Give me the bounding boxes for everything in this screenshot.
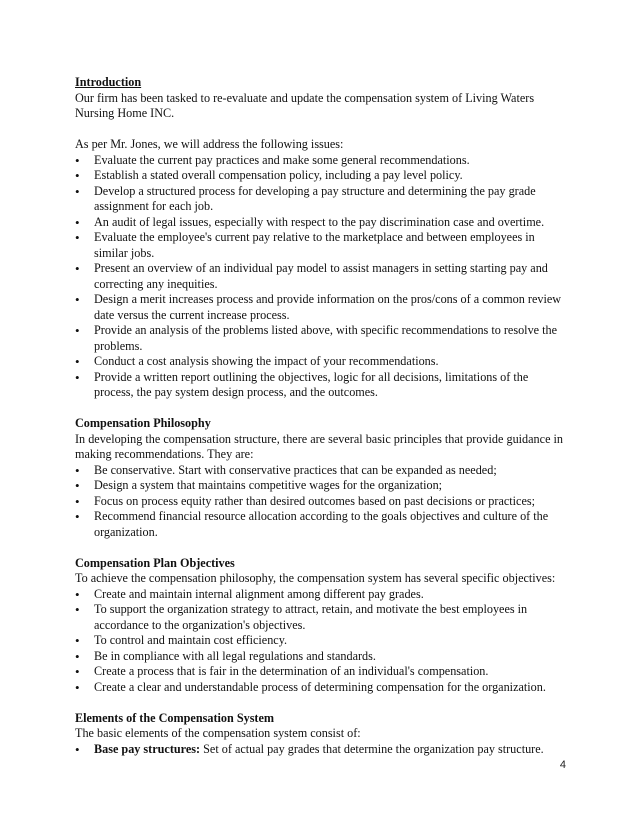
list-item-text: Design a system that maintains competitive wages for the organization;: [94, 478, 443, 492]
bullet-icon: [75, 742, 94, 759]
bullet-icon: [75, 509, 94, 526]
introduction-lead: As per Mr. Jones, we will address the following issues:: [75, 137, 344, 151]
page-number: 4: [559, 759, 566, 771]
spacer: [75, 540, 570, 556]
list-item: [75, 664, 570, 680]
list-item-text: Be conservative. Start with conservative practices that can be expanded as needed;: [94, 462, 497, 477]
objectives-list: [75, 587, 570, 696]
list-item-text: Evaluate the current pay practices and make some general recommendations.: [94, 152, 470, 167]
list-item: [75, 463, 570, 479]
bullet-icon: [75, 230, 94, 247]
list-item-text: Establish a stated overall compensation policy, including a pay level policy.: [94, 168, 463, 182]
bullet-icon: [75, 261, 94, 278]
list-item-text: Conduct a cost analysis showing the impact of your recommendations.: [94, 354, 439, 368]
bullet-icon: [75, 370, 94, 387]
list-item: [75, 602, 570, 633]
list-item: [75, 587, 570, 603]
list-item: [75, 168, 570, 184]
elements-paragraph: The basic elements of the compensation system consist of:: [75, 726, 361, 740]
list-item: [75, 230, 570, 261]
elements-list: [75, 742, 570, 758]
list-item-text: Create and maintain internal alignment among different pay grades.: [94, 586, 424, 601]
list-item: [75, 184, 570, 215]
bullet-icon: [75, 494, 94, 511]
bullet-icon: [75, 184, 94, 201]
list-item-text: Evaluate the employee's current pay relative to the marketplace and between employees in similar jobs.: [94, 230, 535, 260]
spacer: [75, 695, 570, 711]
bullet-icon: [75, 292, 94, 309]
list-item: [75, 261, 570, 292]
list-item-text: Be in compliance with all legal regulations and standards.: [94, 648, 376, 663]
principles-list: [75, 463, 570, 541]
objectives-heading: Compensation Plan Objectives: [75, 555, 235, 570]
objectives-paragraph: To achieve the compensation philosophy, the compensation system has several specific objectives:: [75, 571, 556, 585]
list-item: [75, 494, 570, 510]
list-item: [75, 649, 570, 665]
list-item: [75, 323, 570, 354]
list-item-text: Design a merit increases process and provide information on the pros/cons of a common review date versus the current increase process.: [94, 292, 562, 322]
bullet-icon: [75, 215, 94, 232]
list-item-text: An audit of legal issues, especially with respect to the pay discrimination case and overtime.: [94, 214, 545, 229]
bullet-icon: [75, 354, 94, 371]
list-item-text: To control and maintain cost efficiency.: [94, 633, 288, 647]
list-item-text: Recommend financial resource allocation according to the goals objectives and culture of the organization.: [94, 509, 549, 539]
elements-heading: Elements of the Compensation System: [75, 710, 275, 725]
introduction-paragraph: Our firm has been tasked to re-evaluate and update the compensation system of Living Waters Nursing Home INC.: [75, 90, 535, 120]
bullet-icon: [75, 664, 94, 681]
element-description: Set of actual pay grades that determine the organization pay structure.: [200, 741, 544, 756]
bullet-icon: [75, 649, 94, 666]
list-item: [75, 370, 570, 401]
bullet-icon: [75, 463, 94, 480]
bullet-icon: [75, 478, 94, 495]
bullet-icon: [75, 680, 94, 697]
spacer: [75, 122, 570, 138]
list-item: [75, 354, 570, 370]
issues-list: [75, 153, 570, 401]
list-item: [75, 742, 570, 758]
list-item: [75, 215, 570, 231]
bullet-icon: [75, 168, 94, 185]
introduction-heading: Introduction: [75, 75, 142, 89]
bullet-icon: [75, 323, 94, 340]
list-item: [75, 478, 570, 494]
bullet-icon: [75, 633, 94, 650]
philosophy-heading: Compensation Philosophy: [75, 416, 211, 430]
list-item: [75, 633, 570, 649]
list-item-text: Develop a structured process for developing a pay structure and determining the pay grade assignment for each job.: [94, 183, 536, 213]
list-item-text: To support the organization strategy to attract, retain, and motivate the best employees in accordance to the organization's objectives.: [94, 602, 528, 632]
list-item-text: Create a clear and understandable process of determining compensation for the organization.: [94, 679, 546, 694]
list-item: [75, 153, 570, 169]
list-item: [75, 292, 570, 323]
list-item-text: Create a process that is fair in the determination of an individual's compensation.: [94, 664, 489, 678]
list-item-text: Provide a written report outlining the objectives, logic for all decisions, limitations of the process, the pay system design process, and the outcomes.: [94, 369, 529, 399]
bullet-icon: [75, 587, 94, 604]
list-item-text: Focus on process equity rather than desired outcomes based on past decisions or practices;: [94, 493, 535, 508]
philosophy-paragraph: In developing the compensation structure, there are several basic principles that provide guidance in making recommendations. They are:: [75, 431, 563, 461]
bullet-icon: [75, 602, 94, 619]
spacer: [75, 401, 570, 417]
list-item: [75, 509, 570, 540]
element-term: Base pay structures:: [94, 741, 201, 756]
bullet-icon: [75, 153, 94, 170]
list-item-text: Present an overview of an individual pay model to assist managers in setting starting pay and correcting any inequities.: [94, 261, 548, 291]
list-item: [75, 680, 570, 696]
list-item-text: Provide an analysis of the problems listed above, with specific recommendations to resolve the problems.: [94, 323, 558, 353]
page-content: [75, 75, 570, 757]
